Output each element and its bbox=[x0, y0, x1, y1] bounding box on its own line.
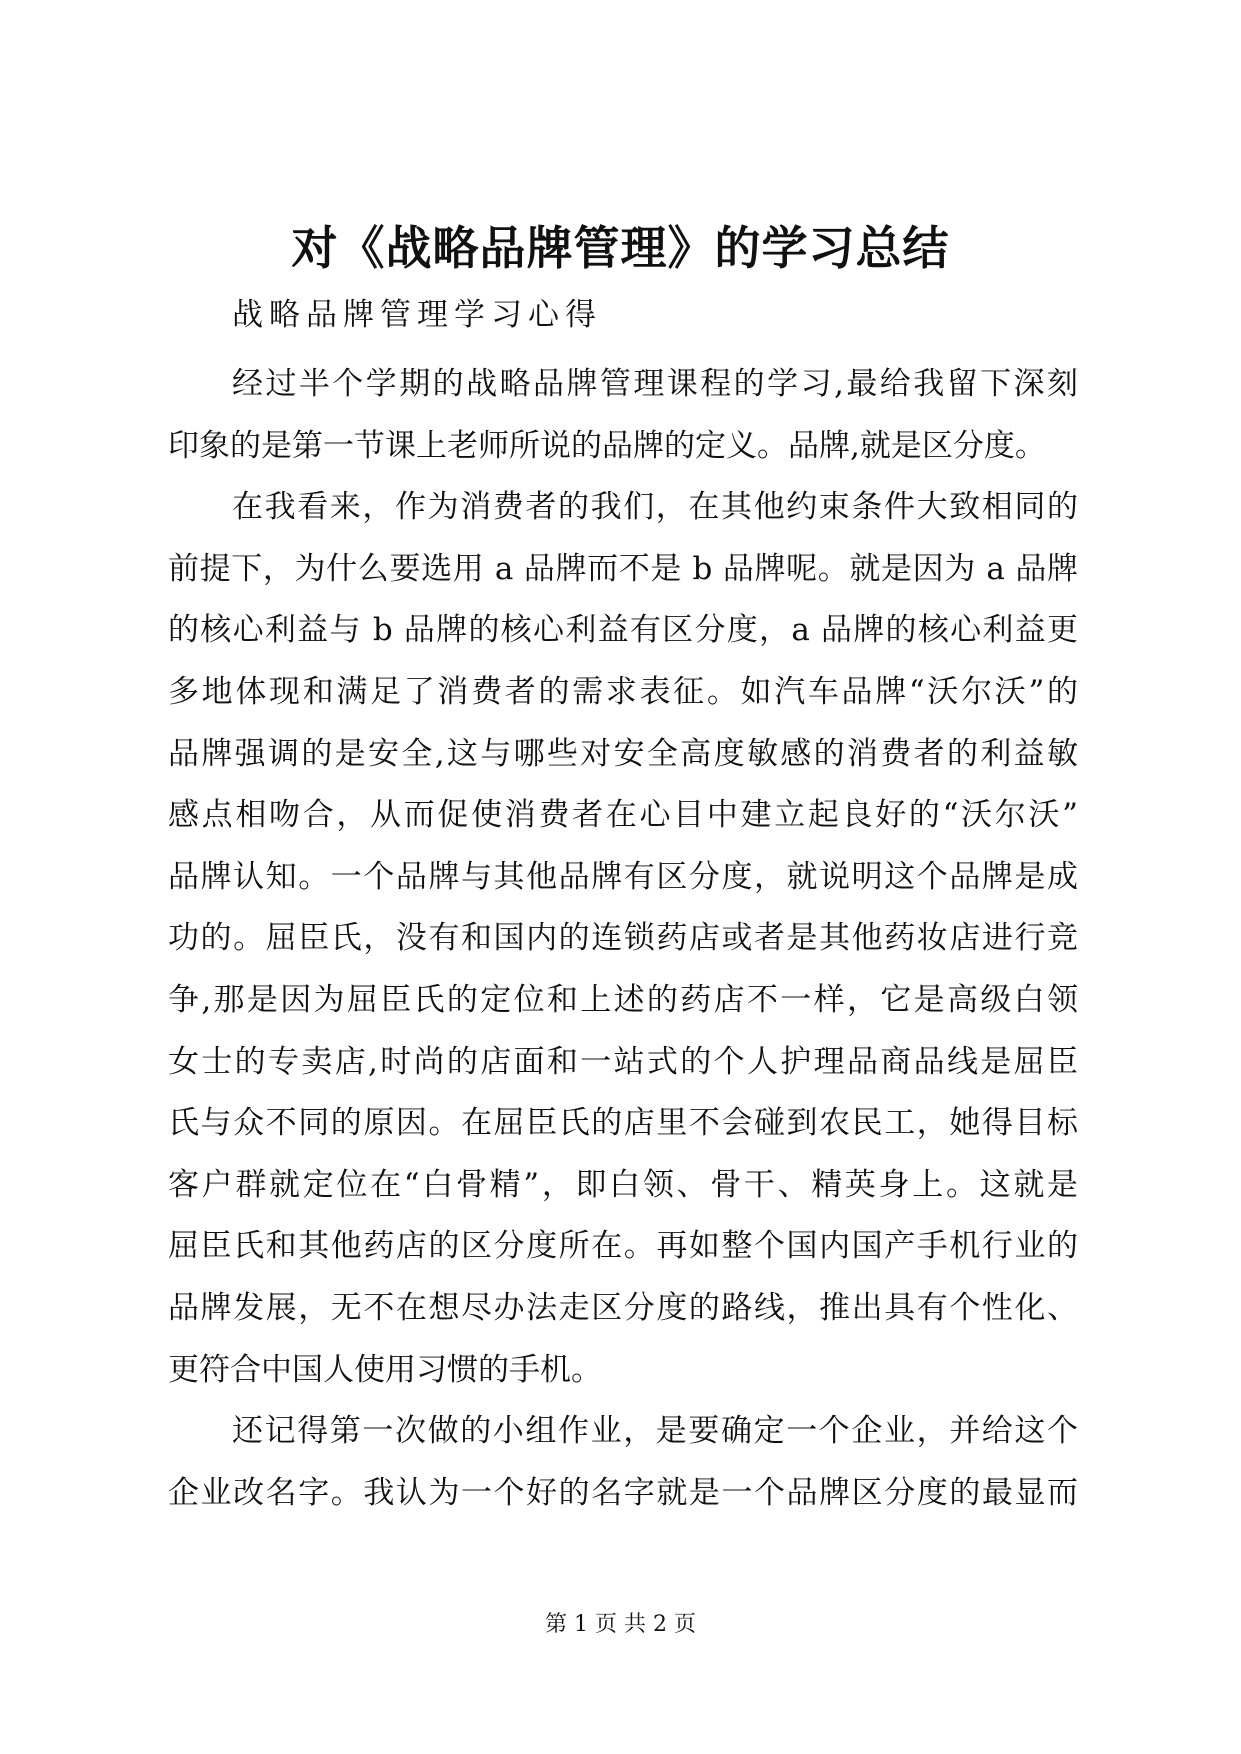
paragraph-2-line-9: 争,那是因为屈臣氏的定位和上述的药店不一样，它是高级白领 bbox=[168, 981, 1078, 1018]
document-subtitle: 战略品牌管理学习心得 bbox=[232, 297, 602, 333]
paragraph-2-line-8: 功的。屈臣氏，没有和国内的连锁药店或者是其他药妆店进行竞 bbox=[168, 920, 1078, 957]
paragraph-3-line-2: 企业改名字。我认为一个好的名字就是一个品牌区分度的最显而 bbox=[168, 1474, 1078, 1511]
document-title: 对《战略品牌管理》的学习总结 bbox=[291, 221, 950, 275]
document-body bbox=[168, 354, 1078, 1524]
paragraph-2-line-10: 女士的专卖店,时尚的店面和一站式的个人护理品商品线是屈臣 bbox=[168, 1043, 1078, 1080]
paragraph-2-line-5: 品牌强调的是安全,这与哪些对安全高度敏感的消费者的利益敏 bbox=[168, 735, 1078, 772]
paragraph-2-line-4: 多地体现和满足了消费者的需求表征。如汽车品牌“沃尔沃”的 bbox=[168, 673, 1078, 710]
paragraph-2-line-6: 感点相吻合，从而促使消费者在心目中建立起良好的“沃尔沃” bbox=[168, 797, 1078, 834]
paragraph-2-line-14: 品牌发展，无不在想尽办法走区分度的路线，推出具有个性化、 bbox=[168, 1289, 1078, 1326]
paragraph-2-line-11: 氏与众不同的原因。在屈臣氏的店里不会碰到农民工，她得目标 bbox=[168, 1105, 1078, 1142]
paragraph-2-line-7: 品牌认知。一个品牌与其他品牌有区分度，就说明这个品牌是成 bbox=[168, 858, 1078, 895]
paragraph-1-line-2: 印象的是第一节课上老师所说的品牌的定义。品牌,就是区分度。 bbox=[168, 427, 1046, 464]
paragraph-2-line-3: 的核心利益与 b 品牌的核心利益有区分度，a 品牌的核心利益更 bbox=[168, 612, 1078, 649]
paragraph-2-line-1: 在我看来，作为消费者的我们，在其他约束条件大致相同的 bbox=[232, 489, 1078, 526]
paragraph-3-line-1: 还记得第一次做的小组作业，是要确定一个企业，并给这个 bbox=[232, 1413, 1078, 1450]
paragraph-2-line-13: 屈臣氏和其他药店的区分度所在。再如整个国内国产手机行业的 bbox=[168, 1228, 1078, 1265]
paragraph-2-line-2: 前提下，为什么要选用 a 品牌而不是 b 品牌呢。就是因为 a 品牌 bbox=[168, 550, 1078, 587]
paragraph-2-line-15: 更符合中国人使用习惯的手机。 bbox=[168, 1351, 602, 1388]
paragraph-2-line-12: 客户群就定位在“白骨精”，即白领、骨干、精英身上。这就是 bbox=[168, 1166, 1078, 1203]
paragraph-1-line-1: 经过半个学期的战略品牌管理课程的学习,最给我留下深刻 bbox=[232, 366, 1078, 402]
page-footer: 第 1 页 共 2 页 bbox=[545, 1612, 696, 1637]
